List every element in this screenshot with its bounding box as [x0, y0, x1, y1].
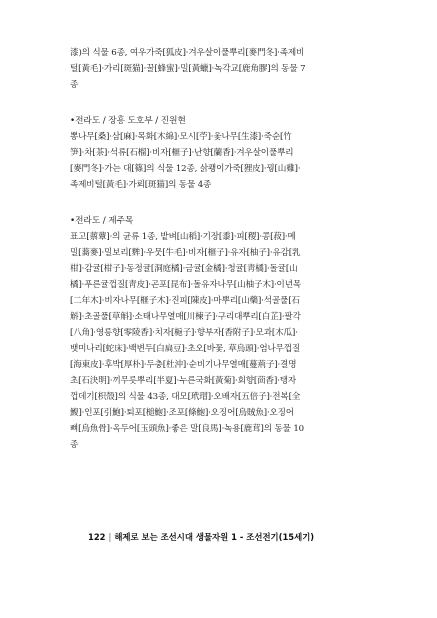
- text-line: [二年木]·비자나무[榧子木]·진피[陳皮]·마뿌리[山藥]·석골풀[石: [70, 296, 300, 306]
- text-line: 털[黃毛]·가리[斑猫]·꿀[蜂蜜]·밀[黃蠟]·녹각교[鹿角膠]의 동물 7: [70, 64, 306, 74]
- text-line: 종: [70, 80, 79, 90]
- book-title: 해제로 보는 조선시대 생물자원 1 - 조선전기(15세기): [114, 532, 315, 542]
- text-line: 뼈[烏魚骨]·옥두어[玉頭魚]·좋은 말[良馬]·녹용[鹿茸]의 동물 10: [70, 424, 305, 434]
- text-line: [麥門冬]·가는 대[篠]의 식물 12종, 삵쾡이가죽[狸皮]·꿩[山雞]·: [70, 164, 301, 174]
- page-number: 122: [88, 532, 106, 542]
- text-line: 초[石決明]·끼무릇뿌리[半夏]·누른국화[黃菊]·회향[茴香]·탱자: [70, 376, 297, 386]
- text-line: 껍데기[枳殼]의 식물 43종, 대모[玳瑁]·오배자[五倍子]·전복[全: [70, 392, 301, 402]
- text-line: 鰒]·인포[引鮑]·퇴포[槌鮑]·조포[條鮑]·오징어[烏賊魚]·오징어: [70, 408, 294, 418]
- text-line: 표고[蔈蕈]·의 균류 1종, 밭벼[山稻]·기장[黍]·피[稷]·콩[菽]·메: [70, 232, 296, 242]
- text-line: [海東皮]·후박[厚朴]·두충[杜沖]·순비기나무열매[蔓荊子]·결명: [70, 360, 297, 370]
- text-line: [八角]·영릉향[零陵香]·치자[梔子]·향부자[香附子]·모과[木瓜]·: [70, 328, 298, 338]
- text-line: 밀[蕎麥]·밀보리[麰]·우뭇[牛毛]·비자[榧子]·유자[柚子]·유감[乳: [70, 248, 301, 258]
- text-line: 笋]·차[茶]·석류[石榴]·비자[榧子]·난향[蘭香]·겨우살이풀뿌리: [70, 148, 294, 158]
- text-line: 斛]·초골풀[草斛]·소태나무열매[川楝子]·구리대뿌리[白芷]·팔각: [70, 312, 301, 322]
- text-line: 柑]·감귤[柑子]·동정귤[洞庭橘]·금귤[金橘]·청귤[靑橘]·돌귤[山: [70, 264, 298, 274]
- text-line: 뽕나무[桑]·삼[麻]·목화[木綿]·모시[苧]·옻나무[生漆]·죽순[竹: [70, 132, 292, 142]
- footer-separator: |: [108, 532, 112, 542]
- text-line: 漆)의 식물 6종, 여우가죽[狐皮]·겨우살이풀뿌리[麥門冬]·족제비: [70, 48, 305, 58]
- text-line: 족제비털[黃毛]·가뢰[斑猫]의 동물 4종: [70, 180, 212, 190]
- section-heading: •전라도 / 제주목: [70, 216, 134, 226]
- text-line: 橘]·푸른귤껍질[靑皮]·곤포[昆布]·돌유자나무[山柚子木]·이년목: [70, 280, 302, 290]
- text-line: 종: [70, 440, 79, 450]
- page-footer: [88, 531, 314, 543]
- section-heading: •전라도 / 장흥 도호부 / 진원현: [70, 116, 186, 126]
- text-line: 뱃미나리[蛇床]·백변두[白扁豆]·초오[바꽃, 草烏頭]·엄나무껍질: [70, 344, 301, 354]
